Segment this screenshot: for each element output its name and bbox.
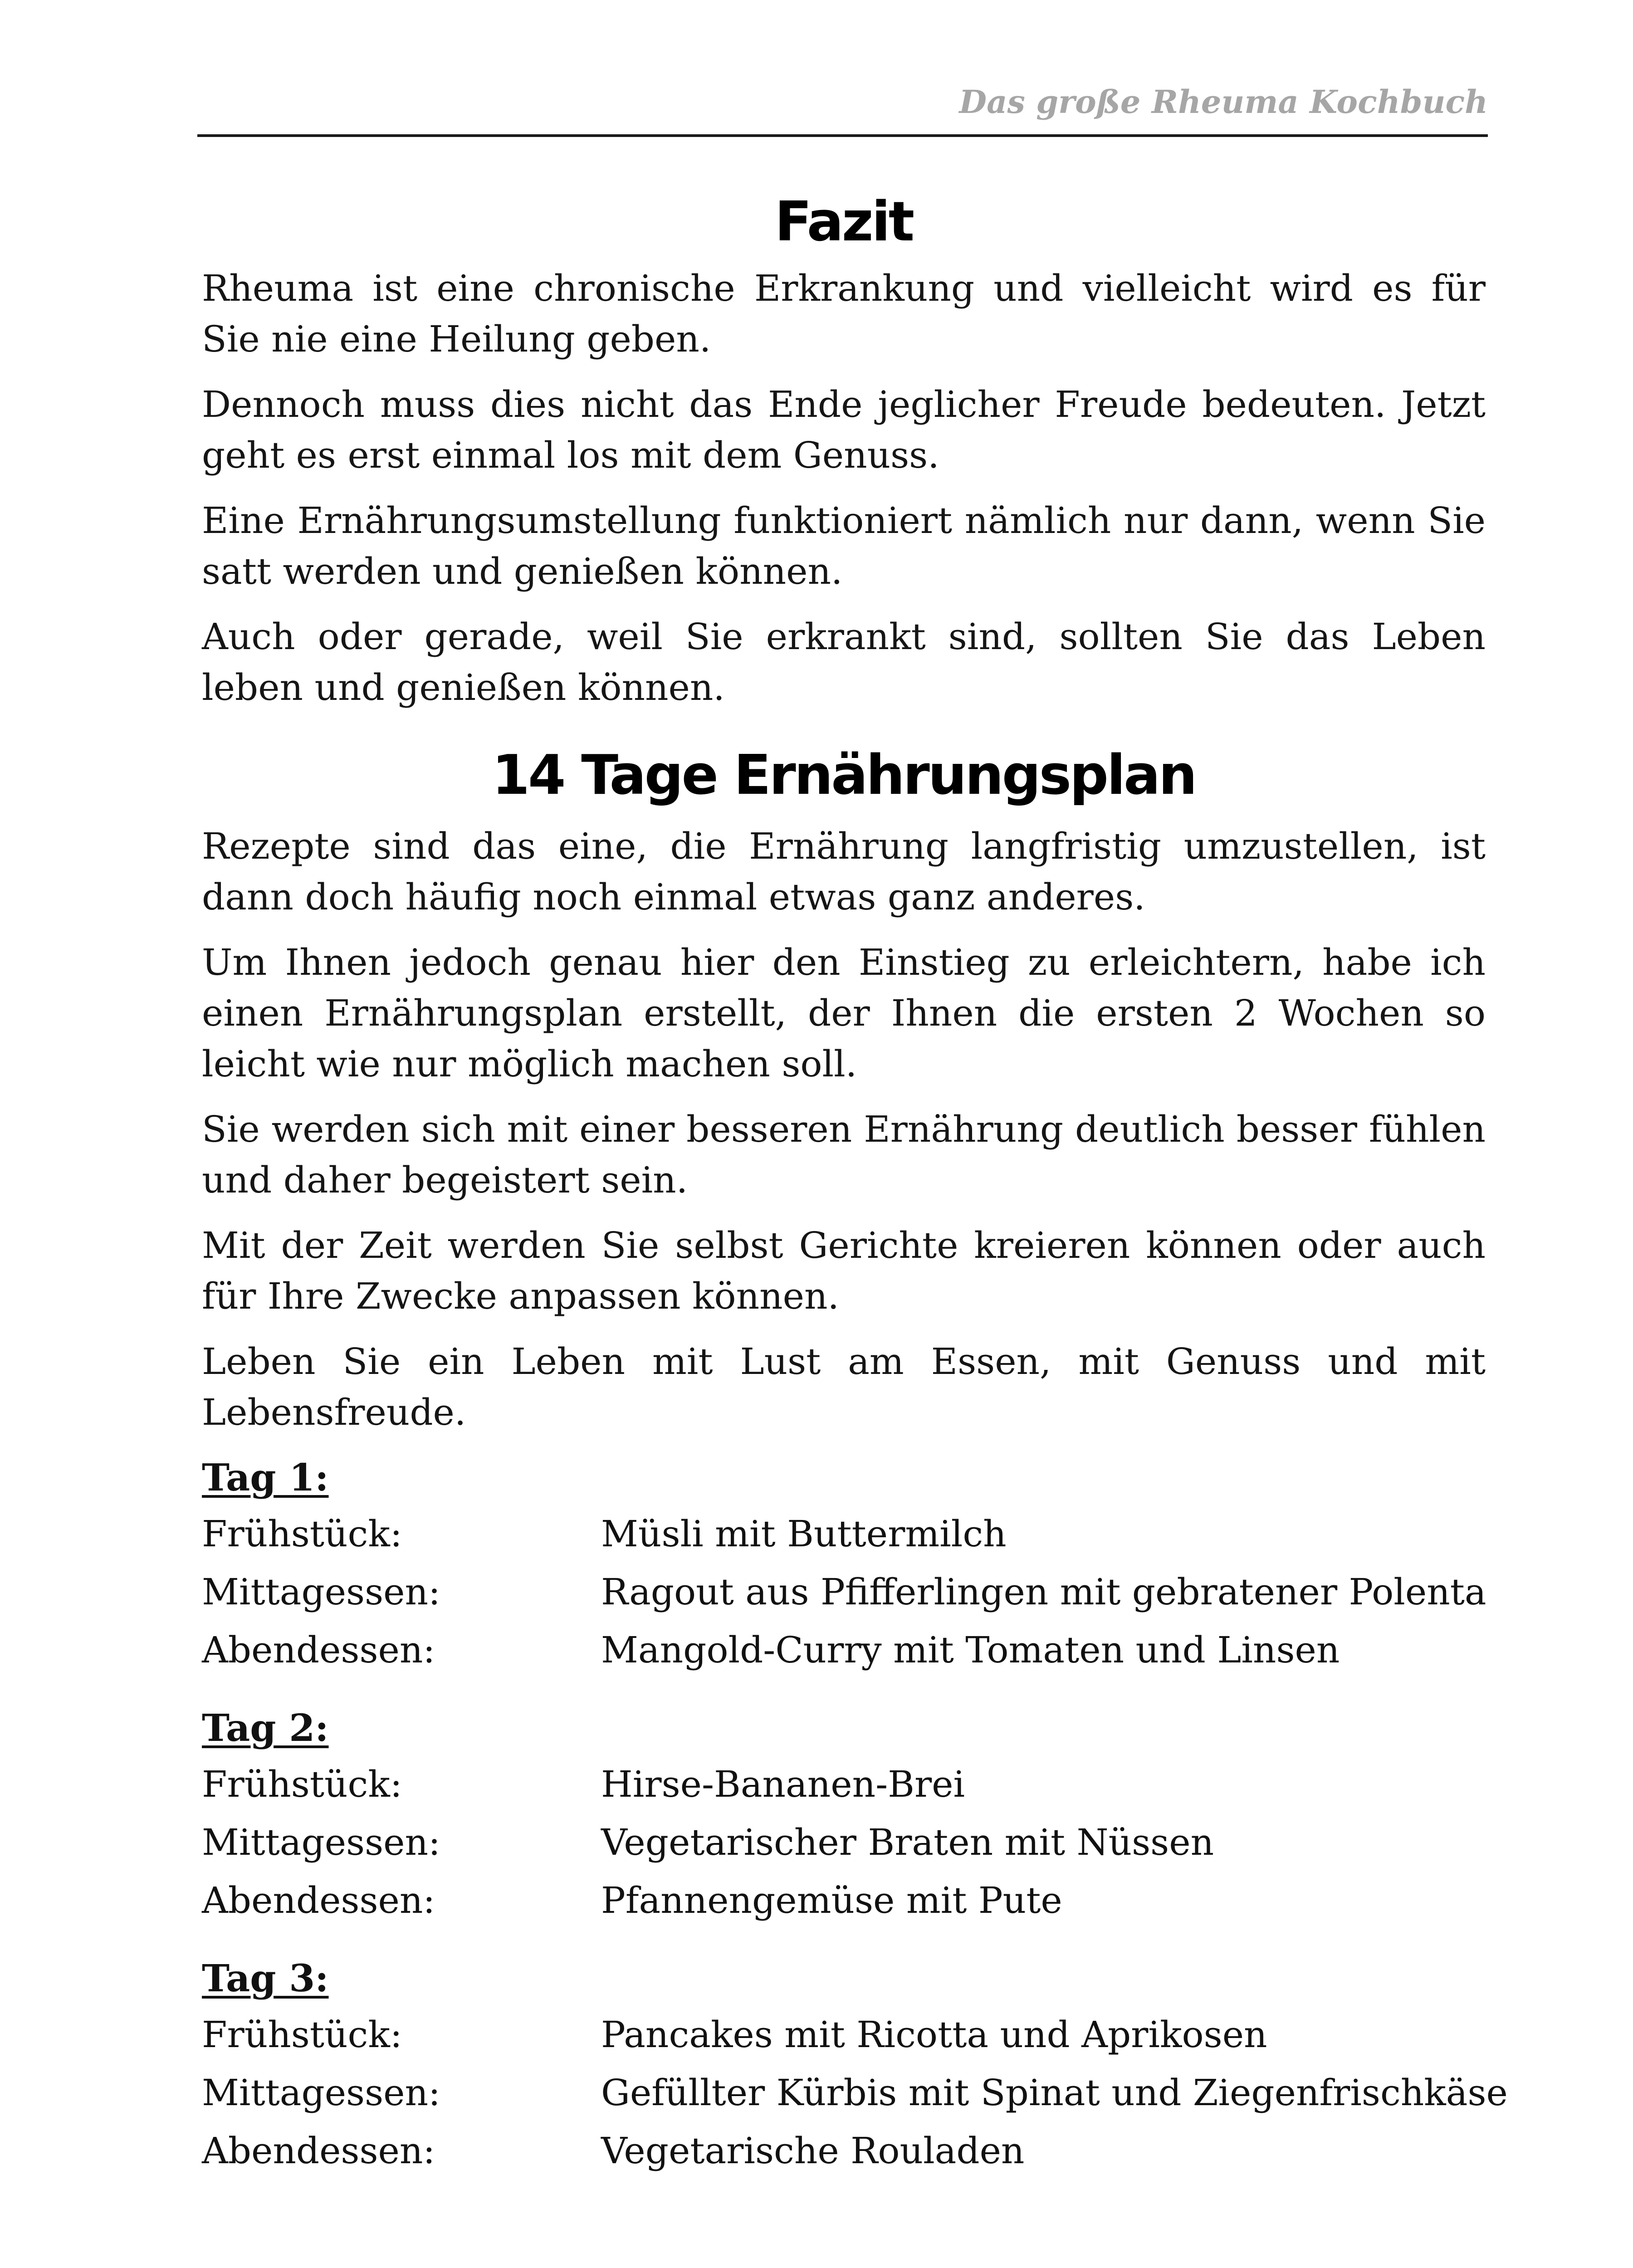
meal-dish: Mangold-Curry mit Tomaten und Linsen — [601, 1629, 1340, 1671]
meal-label: Abendessen: — [202, 2130, 435, 2172]
meal-label: Frühstück: — [202, 1763, 402, 1805]
meal-dish: Hirse-Bananen-Brei — [601, 1763, 965, 1805]
meal-dish: Vegetarischer Braten mit Nüssen — [601, 1821, 1214, 1863]
meal-row-breakfast — [202, 1755, 1486, 1813]
header-rule — [197, 134, 1488, 137]
meal-label: Mittagessen: — [202, 2072, 440, 2114]
meal-row-lunch — [202, 2064, 1508, 2122]
day-block — [202, 1451, 1486, 1679]
fazit-paragraph: Auch oder gerade, weil Sie erkrankt sind, sollten Sie das Leben leben und genießen können. — [202, 616, 1486, 709]
meal-dish: Pfannengemüse mit Pute — [601, 1879, 1062, 1921]
meal-row-breakfast — [202, 1505, 1486, 1563]
page-content — [202, 181, 1508, 2202]
day-title: Tag 3: — [202, 1957, 329, 2000]
fazit-paragraph: Eine Ernährungsumstellung funktioniert nämlich nur dann, wenn Sie satt werden und genießen können. — [202, 499, 1486, 592]
meal-dish: Ragout aus Pfifferlingen mit gebratener Polenta — [601, 1571, 1486, 1613]
day-title: Tag 2: — [202, 1706, 329, 1750]
meal-label: Mittagessen: — [202, 1821, 440, 1863]
day-title: Tag 1: — [202, 1456, 329, 1500]
meal-dish: Vegetarische Rouladen — [601, 2130, 1025, 2172]
meal-row-lunch — [202, 1563, 1486, 1621]
meal-dish: Müsli mit Buttermilch — [601, 1513, 1007, 1555]
plan-heading: 14 Tage Ernährungsplan — [492, 744, 1196, 807]
plan-paragraph: Mit der Zeit werden Sie selbst Gerichte kreieren können oder auch für Ihre Zwecke anpassen können. — [202, 1224, 1486, 1317]
meal-label: Frühstück: — [202, 1513, 402, 1555]
plan-paragraph: Sie werden sich mit einer besseren Ernährung deutlich besser fühlen und daher begeistert sein. — [202, 1108, 1486, 1201]
meal-label: Frühstück: — [202, 2014, 402, 2056]
fazit-heading: Fazit — [774, 191, 913, 254]
fazit-paragraph: Rheuma ist eine chronische Erkrankung und vielleicht wird es für Sie nie eine Heilung geben. — [202, 267, 1486, 360]
fazit-paragraph: Dennoch muss dies nicht das Ende jeglicher Freude bedeuten. Jetzt geht es erst einmal los mit dem Genuss. — [202, 383, 1486, 476]
plan-paragraph: Um Ihnen jedoch genau hier den Einstieg zu erleichtern, habe ich einen Ernährungsplan erstellt, der Ihnen die ersten 2 Wochen so leicht wie nur möglich machen soll. — [202, 941, 1486, 1085]
day-block — [202, 1701, 1486, 1930]
meal-row-dinner — [202, 1872, 1486, 1930]
meal-dish: Gefüllter Kürbis mit Spinat und Ziegenfrischkäse — [601, 2072, 1508, 2114]
plan-paragraph: Rezepte sind das eine, die Ernährung langfristig umzustellen, ist dann doch häufig noch einmal etwas ganz anderes. — [202, 825, 1486, 918]
meal-row-lunch — [202, 1813, 1486, 1872]
meal-label: Mittagessen: — [202, 1571, 440, 1613]
day-block — [202, 1951, 1508, 2180]
meal-row-dinner — [202, 1621, 1486, 1679]
running-header: Das große Rheuma Kochbuch — [959, 83, 1488, 121]
meal-label: Abendessen: — [202, 1629, 435, 1671]
meal-label: Abendessen: — [202, 1879, 435, 1921]
meal-row-dinner — [202, 2122, 1486, 2180]
plan-paragraph: Leben Sie ein Leben mit Lust am Essen, mit Genuss und mit Lebensfreude. — [202, 1340, 1486, 1433]
meal-dish: Pancakes mit Ricotta und Aprikosen — [601, 2014, 1267, 2056]
meal-row-breakfast — [202, 2006, 1486, 2064]
